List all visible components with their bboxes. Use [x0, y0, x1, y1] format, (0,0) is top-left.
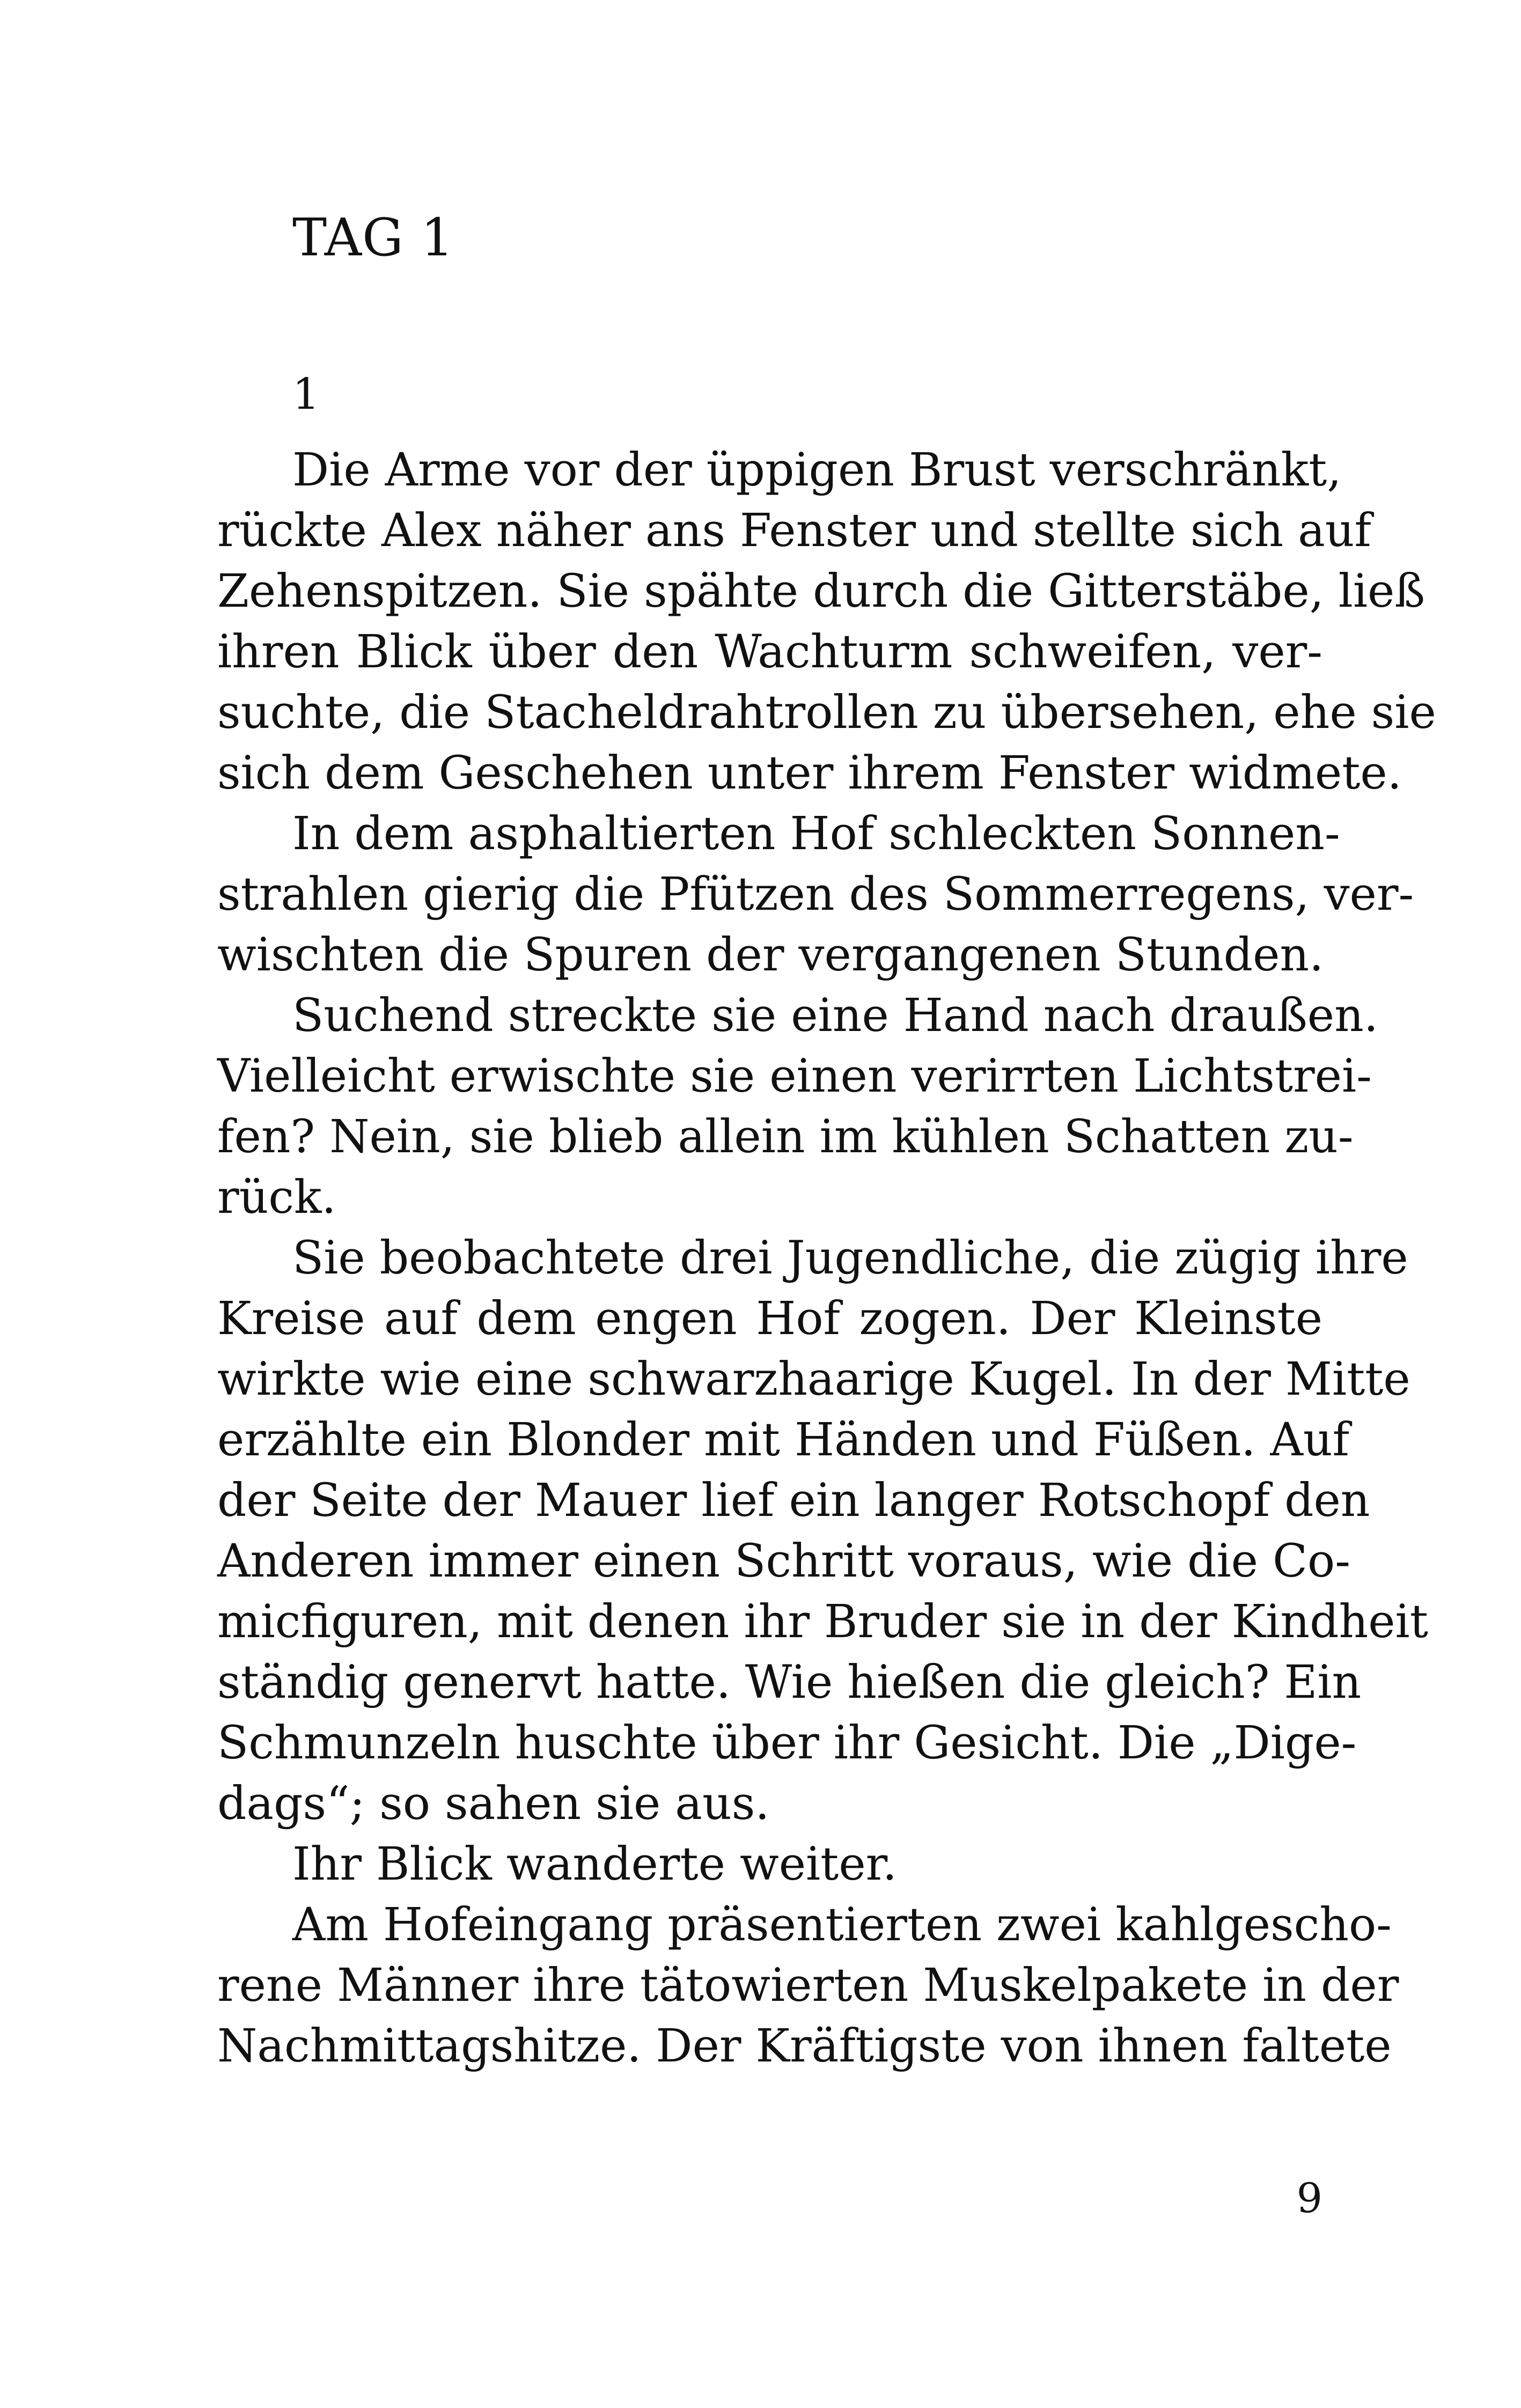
text-line: Sie beobachtete drei Jugendliche, die zügig ihre [292, 1232, 1408, 1285]
text-line: fen? Nein, sie blieb allein im kühlen Schatten zu- [217, 1110, 1354, 1164]
text-line: wirkte wie eine schwarzhaarige Kugel. In der Mitte [217, 1353, 1410, 1406]
text-line: Kreise auf dem engen Hof zogen. Der Kleinste [217, 1292, 1322, 1345]
text-line: sich dem Geschehen unter ihrem Fenster widmete. [217, 747, 1402, 800]
text-line: Anderen immer einen Schritt voraus, wie die Co- [217, 1535, 1350, 1588]
paragraph [217, 1895, 1399, 2076]
text-line: In dem asphaltierten Hof schleckten Sonnen- [292, 807, 1340, 860]
paragraph [217, 440, 1436, 804]
text-line: Ihr Blick wanderte weiter. [292, 1838, 897, 1891]
text-line: Suchend streckte sie eine Hand nach draußen. [292, 989, 1378, 1042]
section-number: 1 [292, 369, 320, 419]
text-line: Vielleicht erwischte sie einen verirrten Lichtstrei- [217, 1050, 1372, 1103]
text-line: Die Arme vor der üppigen Brust verschränkt, [292, 444, 1342, 497]
text-line: erzählte ein Blonder mit Händen und Füßen. Auf [217, 1413, 1350, 1467]
text-line: wischten die Spuren der vergangenen Stunden. [217, 929, 1324, 982]
text-line: Zehenspitzen. Sie spähte durch die Gitterstäbe, ließ [217, 565, 1426, 618]
paragraph [217, 1834, 1322, 1895]
text-line: rück. [217, 1171, 336, 1224]
text-line: rückte Alex näher ans Fenster und stellte sich auf [217, 504, 1371, 557]
chapter-title: TAG 1 [292, 208, 454, 268]
page-number: 9 [1296, 2174, 1322, 2222]
paragraph [217, 804, 1414, 985]
text-line: der Seite der Mauer lief ein langer Rotschopf den [217, 1474, 1370, 1527]
paragraph [217, 985, 1378, 1228]
paragraph [217, 1228, 1428, 1834]
text-line: Am Hofeingang präsentierten zwei kahlgescho- [292, 1898, 1392, 1952]
text-line: suchte, die Stacheldrahtrollen zu übersehen, ehe sie [217, 686, 1436, 739]
text-line: ständig genervt hatte. Wie hießen die gleich? Ein [217, 1656, 1362, 1709]
text-line: dags“; so sahen sie aus. [217, 1777, 770, 1830]
text-line: micfiguren, mit denen ihr Bruder sie in der Kindheit [217, 1595, 1428, 1648]
body-text [217, 440, 1436, 2076]
text-line: rene Männer ihre tätowierten Muskelpakete in der [217, 1959, 1399, 2012]
text-line: strahlen gierig die Pfützen des Sommerregens, ver- [217, 868, 1414, 921]
text-line: Schmunzeln huschte über ihr Gesicht. Die „Dige- [217, 1717, 1357, 1770]
text-line: Nachmittagshitze. Der Kräftigste von ihnen faltete [217, 2020, 1392, 2073]
text-line: ihren Blick über den Wachturm schweifen, ver- [217, 625, 1322, 679]
